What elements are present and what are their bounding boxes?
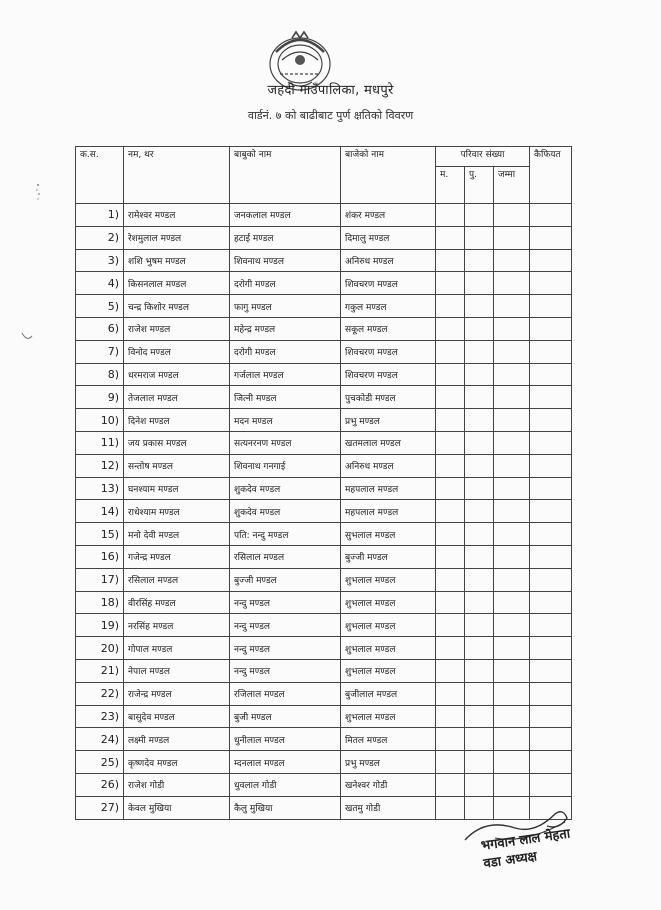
cell-female [465, 386, 494, 409]
cell-remarks [530, 340, 572, 363]
header-grandfather-name: बाजेको नाम [341, 147, 436, 204]
cell-remarks [530, 431, 572, 454]
cell-grandfather-name: सकूल मण्डल [341, 317, 436, 340]
cell-name: राजेश गोडी [124, 773, 230, 796]
cell-serial-number: 4) [76, 272, 124, 295]
header-father-name: बाबुको नाम [230, 147, 341, 204]
cell-name: किसनलाल मण्डल [124, 272, 230, 295]
cell-remarks [530, 249, 572, 272]
table-row [76, 568, 572, 591]
cell-remarks [530, 317, 572, 340]
cell-serial-number: 19) [76, 614, 124, 637]
cell-remarks [530, 568, 572, 591]
cell-grandfather-name: पुचकोडी मण्डल [341, 386, 436, 409]
table-row [76, 340, 572, 363]
cell-female [465, 773, 494, 796]
cell-remarks [530, 523, 572, 546]
cell-grandfather-name: महपलाल मण्डल [341, 500, 436, 523]
cell-male [436, 295, 465, 318]
cell-father-name: सत्यनरनण मण्डल [230, 431, 341, 454]
cell-serial-number: 20) [76, 637, 124, 660]
cell-total [494, 477, 530, 500]
cell-grandfather-name: खनेश्वर गोडी [341, 773, 436, 796]
header-female: पु. [465, 167, 494, 204]
cell-total [494, 454, 530, 477]
cell-female [465, 477, 494, 500]
cell-grandfather-name: शुभलाल मण्डल [341, 659, 436, 682]
cell-male [436, 204, 465, 227]
table-row [76, 728, 572, 751]
cell-father-name: धुवलाल गोडी [230, 773, 341, 796]
cell-total [494, 340, 530, 363]
table-row [76, 204, 572, 227]
table-row [76, 545, 572, 568]
cell-father-name: नन्दु मण्डल [230, 591, 341, 614]
cell-father-name: रसिलाल मण्डल [230, 545, 341, 568]
cell-name: वीरसिंह मण्डल [124, 591, 230, 614]
cell-total [494, 249, 530, 272]
cell-female [465, 431, 494, 454]
cell-male [436, 317, 465, 340]
signature-name: भगवान लाल मेहता [480, 826, 572, 854]
cell-total [494, 728, 530, 751]
cell-father-name: नन्दु मण्डल [230, 659, 341, 682]
cell-serial-number: 14) [76, 500, 124, 523]
cell-total [494, 637, 530, 660]
cell-male [436, 249, 465, 272]
cell-serial-number: 27) [76, 796, 124, 819]
cell-remarks [530, 204, 572, 227]
cell-male [436, 659, 465, 682]
cell-serial-number: 24) [76, 728, 124, 751]
cell-total [494, 682, 530, 705]
cell-father-name: धुनीलाल मण्डल [230, 728, 341, 751]
cell-male [436, 682, 465, 705]
cell-female [465, 545, 494, 568]
cell-name: धरमराज मण्डल [124, 363, 230, 386]
cell-father-name: दरोगी मण्डल [230, 340, 341, 363]
cell-serial-number: 7) [76, 340, 124, 363]
cell-serial-number: 23) [76, 705, 124, 728]
cell-name: दिनेश मण्डल [124, 409, 230, 432]
cell-serial-number: 12) [76, 454, 124, 477]
table-row [76, 226, 572, 249]
cell-father-name: शिवनाथ गनगाई [230, 454, 341, 477]
cell-remarks [530, 682, 572, 705]
cell-serial-number: 15) [76, 523, 124, 546]
cell-name: नरसिंह मण्डल [124, 614, 230, 637]
cell-serial-number: 3) [76, 249, 124, 272]
cell-father-name: शिवनाथ मण्डल [230, 249, 341, 272]
cell-female [465, 659, 494, 682]
cell-female [465, 614, 494, 637]
table-row [76, 431, 572, 454]
cell-total [494, 386, 530, 409]
cell-female [465, 204, 494, 227]
table-row [76, 317, 572, 340]
cell-total [494, 317, 530, 340]
cell-total [494, 705, 530, 728]
cell-total [494, 614, 530, 637]
cell-father-name: नन्दु मण्डल [230, 637, 341, 660]
table-row [76, 272, 572, 295]
cell-name: केवल मुखिया [124, 796, 230, 819]
cell-remarks [530, 295, 572, 318]
cell-father-name: महेन्द्र मण्डल [230, 317, 341, 340]
cell-serial-number: 18) [76, 591, 124, 614]
cell-name: राधेश्याम मण्डल [124, 500, 230, 523]
table-row [76, 751, 572, 774]
cell-female [465, 454, 494, 477]
header-total: जम्मा [494, 167, 530, 204]
cell-father-name: हटाई मण्डल [230, 226, 341, 249]
cell-female [465, 500, 494, 523]
cell-name: विनोद मण्डल [124, 340, 230, 363]
cell-serial-number: 25) [76, 751, 124, 774]
table-row [76, 523, 572, 546]
cell-serial-number: 2) [76, 226, 124, 249]
table-row [76, 591, 572, 614]
cell-father-name: म्दनलाल मण्डल [230, 751, 341, 774]
cell-grandfather-name: शुभलाल मण्डल [341, 568, 436, 591]
cell-serial-number: 11) [76, 431, 124, 454]
cell-father-name: मदन मण्डल [230, 409, 341, 432]
cell-male [436, 568, 465, 591]
cell-name: बासुदेव मण्डल [124, 705, 230, 728]
table-row [76, 249, 572, 272]
header-family-count: परिवार संख्या [436, 147, 530, 167]
cell-male [436, 272, 465, 295]
cell-remarks [530, 545, 572, 568]
cell-remarks [530, 659, 572, 682]
document-title: जहदी गाउँपालिका, मधपुरे [267, 83, 394, 98]
cell-total [494, 523, 530, 546]
cell-grandfather-name: शंकर मण्डल [341, 204, 436, 227]
cell-remarks [530, 409, 572, 432]
cell-name: घनश्याम मण्डल [124, 477, 230, 500]
cell-serial-number: 26) [76, 773, 124, 796]
cell-grandfather-name: शुभलाल मण्डल [341, 591, 436, 614]
cell-female [465, 295, 494, 318]
cell-father-name: जित्नी मण्डल [230, 386, 341, 409]
cell-male [436, 477, 465, 500]
cell-male [436, 773, 465, 796]
cell-grandfather-name: प्रभु मण्डल [341, 409, 436, 432]
header-name: नम, थर [124, 147, 230, 204]
cell-father-name: बुज्जी मण्डल [230, 568, 341, 591]
cell-name: राजेश मण्डल [124, 317, 230, 340]
cell-grandfather-name: खतमु गोडी [341, 796, 436, 819]
cell-serial-number: 16) [76, 545, 124, 568]
table-header-row [76, 147, 572, 167]
cell-grandfather-name: बुज्जी मण्डल [341, 545, 436, 568]
cell-grandfather-name: सुभलाल मण्डल [341, 523, 436, 546]
cell-female [465, 637, 494, 660]
cell-female [465, 728, 494, 751]
cell-female [465, 409, 494, 432]
table-row [76, 295, 572, 318]
cell-name: गजेन्द्र मण्डल [124, 545, 230, 568]
cell-total [494, 363, 530, 386]
cell-total [494, 431, 530, 454]
cell-serial-number: 8) [76, 363, 124, 386]
cell-serial-number: 6) [76, 317, 124, 340]
cell-grandfather-name: बुजीलाल मण्डल [341, 682, 436, 705]
cell-father-name: शुकदेव मण्डल [230, 500, 341, 523]
cell-remarks [530, 500, 572, 523]
cell-total [494, 751, 530, 774]
cell-remarks [530, 363, 572, 386]
scan-speck-mark [35, 182, 41, 202]
cell-serial-number: 22) [76, 682, 124, 705]
header-serial-number: क.स. [76, 147, 124, 204]
cell-grandfather-name: गकुल मण्डल [341, 295, 436, 318]
cell-male [436, 705, 465, 728]
cell-grandfather-name: शिवचरण मण्डल [341, 363, 436, 386]
cell-remarks [530, 454, 572, 477]
cell-father-name: कैलु मुखिया [230, 796, 341, 819]
cell-grandfather-name: शिवचरण मण्डल [341, 340, 436, 363]
cell-remarks [530, 614, 572, 637]
table-row [76, 363, 572, 386]
cell-female [465, 751, 494, 774]
cell-serial-number: 13) [76, 477, 124, 500]
cell-grandfather-name: प्रभु मण्डल [341, 751, 436, 774]
cell-grandfather-name: शुभलाल मण्डल [341, 614, 436, 637]
cell-total [494, 204, 530, 227]
cell-serial-number: 1) [76, 204, 124, 227]
cell-female [465, 272, 494, 295]
damage-roster-table [75, 146, 572, 820]
cell-male [436, 614, 465, 637]
table-row [76, 386, 572, 409]
cell-total [494, 545, 530, 568]
table-row [76, 614, 572, 637]
cell-total [494, 773, 530, 796]
document-subtitle: वार्डनं. ७ को बाढीबाट पुर्ण क्षतिको विवरण [247, 109, 414, 122]
cell-serial-number: 21) [76, 659, 124, 682]
cell-name: राजेन्द्र मण्डल [124, 682, 230, 705]
cell-name: रेशमुलाल मण्डल [124, 226, 230, 249]
cell-remarks [530, 272, 572, 295]
cell-grandfather-name: शुभलाल मण्डल [341, 637, 436, 660]
cell-female [465, 249, 494, 272]
cell-female [465, 682, 494, 705]
table-row [76, 659, 572, 682]
cell-name: सन्तोष मण्डल [124, 454, 230, 477]
cell-remarks [530, 591, 572, 614]
table-row [76, 454, 572, 477]
cell-male [436, 728, 465, 751]
table-body [76, 204, 572, 820]
cell-name: रामेश्वर मण्डल [124, 204, 230, 227]
cell-remarks [530, 773, 572, 796]
cell-male [436, 591, 465, 614]
cell-grandfather-name: दिमालु मण्डल [341, 226, 436, 249]
cell-father-name: रजिलाल मण्डल [230, 682, 341, 705]
cell-male [436, 545, 465, 568]
cell-name: लक्ष्मी मण्डल [124, 728, 230, 751]
cell-name: तेजलाल मण्डल [124, 386, 230, 409]
cell-remarks [530, 728, 572, 751]
cell-remarks [530, 751, 572, 774]
cell-serial-number: 5) [76, 295, 124, 318]
cell-name: रसिलाल मण्डल [124, 568, 230, 591]
cell-serial-number: 9) [76, 386, 124, 409]
cell-grandfather-name: खतमलाल मण्डल [341, 431, 436, 454]
cell-total [494, 409, 530, 432]
cell-father-name: पति: नन्दु मण्डल [230, 523, 341, 546]
cell-total [494, 659, 530, 682]
cell-grandfather-name: अनिरुध मण्डल [341, 454, 436, 477]
cell-father-name: शुकदेव मण्डल [230, 477, 341, 500]
cell-total [494, 591, 530, 614]
cell-total [494, 568, 530, 591]
cell-name: कृष्णदेव मण्डल [124, 751, 230, 774]
cell-remarks [530, 386, 572, 409]
cell-male [436, 340, 465, 363]
cell-total [494, 272, 530, 295]
cell-grandfather-name: शुभलाल मण्डल [341, 705, 436, 728]
cell-male [436, 637, 465, 660]
cell-male [436, 431, 465, 454]
cell-male [436, 409, 465, 432]
table-row [76, 682, 572, 705]
cell-father-name: दरोगी मण्डल [230, 272, 341, 295]
cell-male [436, 751, 465, 774]
signature-designation: वडा अध्यक्ष [482, 849, 538, 872]
cell-grandfather-name: अनिरुध मण्डल [341, 249, 436, 272]
cell-name: मनो देवी मण्डल [124, 523, 230, 546]
cell-remarks [530, 705, 572, 728]
cell-grandfather-name: मितल मण्डल [341, 728, 436, 751]
cell-male [436, 363, 465, 386]
cell-female [465, 568, 494, 591]
cell-father-name: बुजी मण्डल [230, 705, 341, 728]
table-row [76, 500, 572, 523]
cell-grandfather-name: शिवचरण मण्डल [341, 272, 436, 295]
header-remarks: कैफियत [530, 147, 572, 204]
cell-female [465, 523, 494, 546]
cell-remarks [530, 477, 572, 500]
header-male: म. [436, 167, 465, 204]
cell-female [465, 226, 494, 249]
cell-total [494, 500, 530, 523]
cell-female [465, 591, 494, 614]
table-row [76, 773, 572, 796]
cell-father-name: जनकलाल मण्डल [230, 204, 341, 227]
cell-remarks [530, 226, 572, 249]
cell-name: शशि भुषम मण्डल [124, 249, 230, 272]
cell-father-name: गर्जलाल मण्डल [230, 363, 341, 386]
cell-serial-number: 17) [76, 568, 124, 591]
cell-male [436, 454, 465, 477]
cell-remarks [530, 637, 572, 660]
cell-female [465, 705, 494, 728]
table-row [76, 705, 572, 728]
cell-name: गोपाल मण्डल [124, 637, 230, 660]
cell-name: नेपाल मण्डल [124, 659, 230, 682]
cell-male [436, 226, 465, 249]
cell-male [436, 386, 465, 409]
cell-father-name: फागु मण्डल [230, 295, 341, 318]
cell-serial-number: 10) [76, 409, 124, 432]
margin-curve-mark [20, 330, 34, 344]
cell-father-name: नन्दु मण्डल [230, 614, 341, 637]
cell-male [436, 500, 465, 523]
table-row [76, 409, 572, 432]
cell-name: चन्द्र किशोर मण्डल [124, 295, 230, 318]
cell-total [494, 226, 530, 249]
cell-male [436, 523, 465, 546]
cell-female [465, 363, 494, 386]
cell-total [494, 295, 530, 318]
table-row [76, 477, 572, 500]
table-row [76, 637, 572, 660]
cell-female [465, 317, 494, 340]
cell-name: जय प्रकास मण्डल [124, 431, 230, 454]
cell-female [465, 340, 494, 363]
cell-grandfather-name: महपलाल मण्डल [341, 477, 436, 500]
